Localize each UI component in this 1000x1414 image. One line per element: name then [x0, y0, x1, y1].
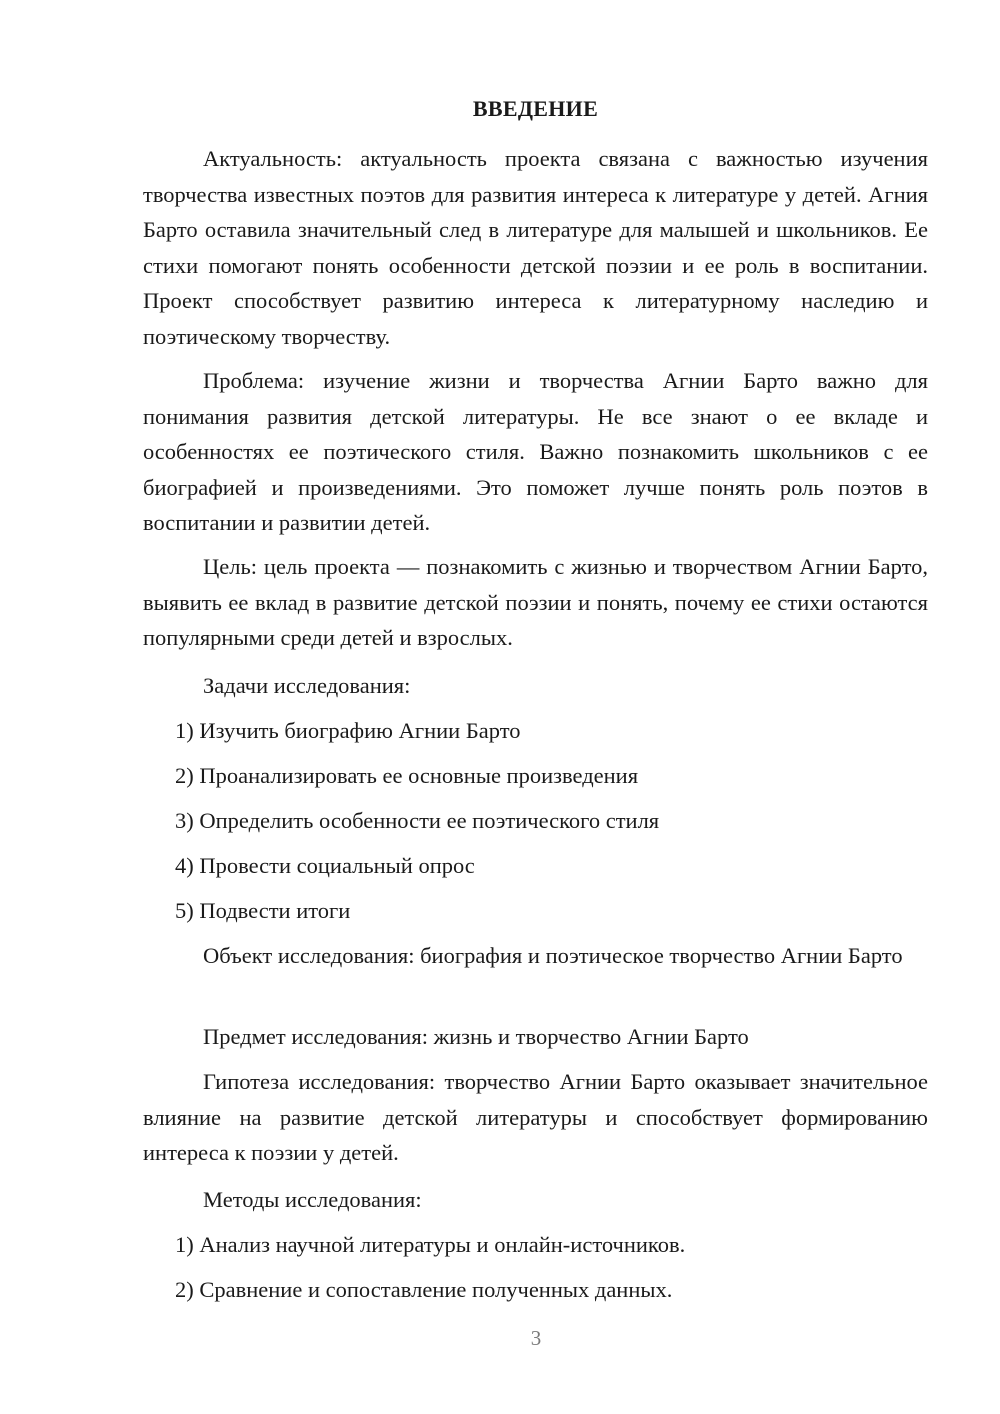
subject-paragraph: Предмет исследования: жизнь и творчество Агнии Барто: [203, 1024, 749, 1049]
problem-paragraph: Проблема: изучение жизни и творчества Агнии Барто важно для понимания развития детской литературы. Не все знают о ее вкладе и особенностях ее поэтического стиля. Важно познакомить школьников с ее биографией и произведениями. Это поможет лучше понять роль поэтов в воспитании и развитии детей.: [143, 368, 928, 536]
relevance-paragraph: Актуальность: актуальность проекта связана с важностью изучения творчества известных поэтов для развития интереса к литературе у детей. Агния Барто оставила значительный след в литературе для малышей и школьников. Ее стихи помогают понять особенности детской поэзии и ее роль в воспитании. Проект способствует развитию интереса к литературному наследию и поэтическому творчеству.: [143, 146, 928, 349]
task-item: 4) Провести социальный опрос: [175, 853, 475, 878]
task-item: 2) Проанализировать ее основные произведения: [175, 763, 639, 788]
hypothesis-paragraph: Гипотеза исследования: творчество Агнии Барто оказывает значительное влияние на развитие детской литературы и способствует формированию интереса к поэзии у детей.: [143, 1069, 928, 1166]
task-item: 3) Определить особенности ее поэтического стиля: [175, 808, 660, 833]
task-item: 5) Подвести итоги: [175, 898, 351, 923]
task-item: 1) Изучить биографию Агнии Барто: [175, 718, 521, 743]
page-heading: ВВЕДЕНИЕ: [472, 96, 599, 121]
object-paragraph: Объект исследования: биография и поэтическое творчество Агнии Барто: [203, 943, 903, 968]
goal-paragraph: Цель: цель проекта — познакомить с жизнью и творчеством Агнии Барто, выявить ее вклад в развитие детской поэзии и понять, почему ее стихи остаются популярными среди детей и взрослых.: [143, 554, 928, 651]
tasks-label: Задачи исследования:: [203, 673, 411, 698]
page-number: 3: [530, 1326, 542, 1350]
methods-label: Методы исследования:: [203, 1187, 422, 1212]
method-item: 2) Сравнение и сопоставление полученных данных.: [175, 1277, 673, 1302]
method-item: 1) Анализ научной литературы и онлайн-источников.: [175, 1232, 686, 1257]
